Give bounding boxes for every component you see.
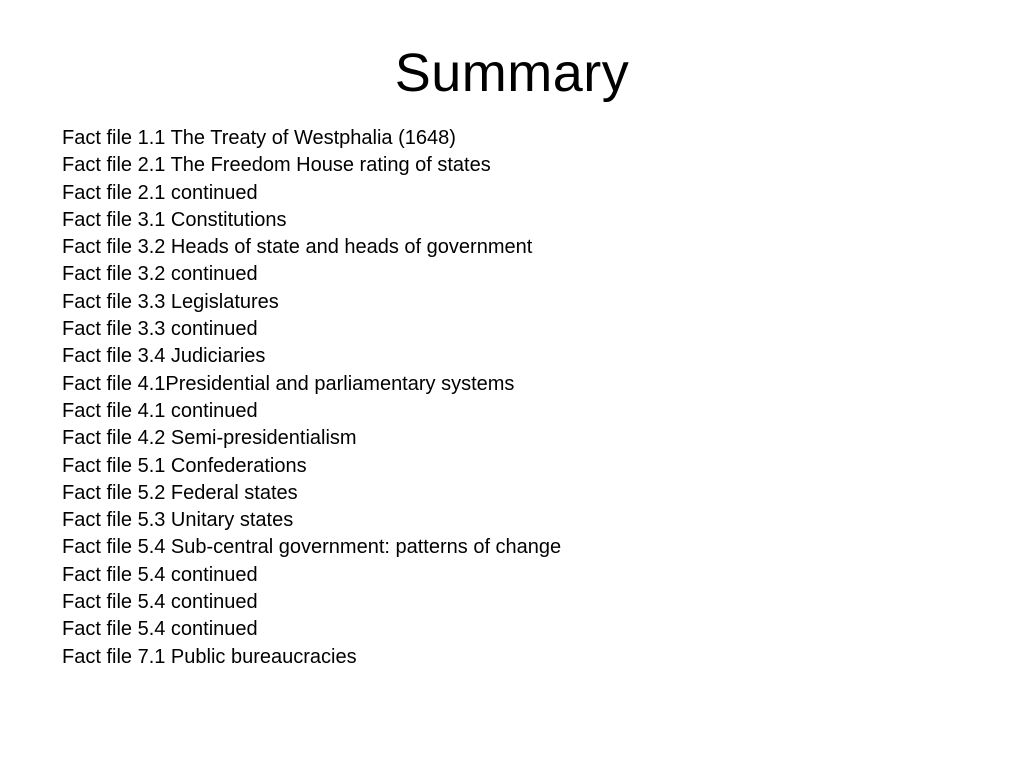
slide-title: Summary: [394, 43, 630, 103]
list-item: Fact file 5.1 Confederations: [62, 454, 307, 477]
list-item: Fact file 5.3 Unitary states: [62, 509, 294, 532]
list-item: Fact file 7.1 Public bureaucracies: [62, 645, 357, 668]
list-item: Fact file 5.4 continued: [62, 618, 258, 641]
list-item: Fact file 5.4 continued: [62, 563, 258, 586]
list-item: Fact file 3.3 continued: [62, 318, 258, 341]
list-item: Fact file 5.4 continued: [62, 591, 258, 614]
list-item: Fact file 4.1 continued: [62, 399, 258, 422]
list-item: Fact file 3.1 Constitutions: [62, 208, 287, 231]
fact-file-list: [62, 125, 561, 671]
list-item: Fact file 4.1Presidential and parliamentary systems: [62, 372, 515, 395]
list-item: Fact file 2.1 The Freedom House rating of states: [62, 154, 491, 177]
list-item: Fact file 3.2 Heads of state and heads of government: [62, 236, 533, 259]
list-item: Fact file 3.3 Legislatures: [62, 290, 279, 313]
list-item: Fact file 1.1 The Treaty of Westphalia (1648): [62, 127, 456, 149]
list-item: Fact file 2.1 continued: [62, 181, 258, 204]
list-item: Fact file 3.4 Judiciaries: [62, 345, 266, 368]
list-item: Fact file 4.2 Semi-presidentialism: [62, 427, 357, 450]
list-item: Fact file 3.2 continued: [62, 263, 258, 286]
list-item: Fact file 5.2 Federal states: [62, 481, 298, 504]
list-item: Fact file 5.4 Sub-central government: patterns of change: [62, 536, 562, 559]
